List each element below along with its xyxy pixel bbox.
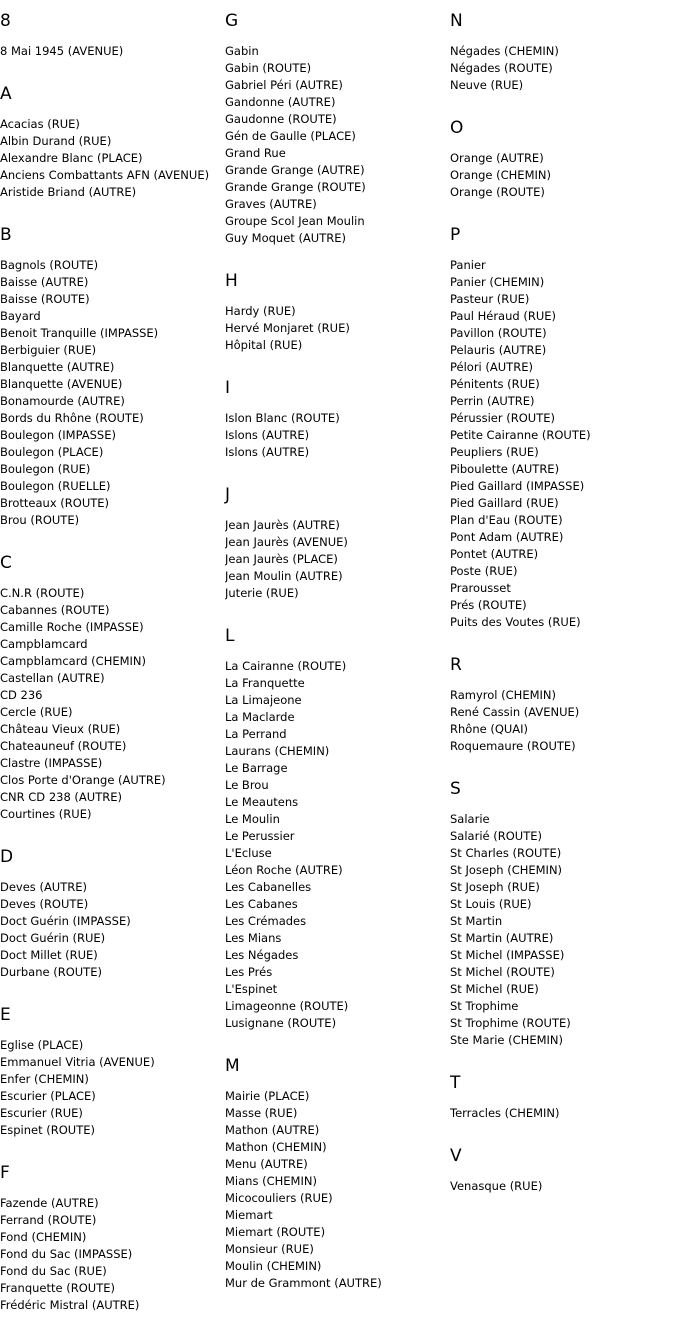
street-item[interactable]: Le Brou <box>225 778 269 792</box>
street-item[interactable]: Baisse (ROUTE) <box>0 292 90 306</box>
street-item[interactable]: Groupe Scol Jean Moulin <box>225 214 365 228</box>
street-item[interactable]: Gabin <box>225 44 259 58</box>
street-item[interactable]: Panier <box>450 258 486 272</box>
street-item[interactable]: La Cairanne (ROUTE) <box>225 659 347 673</box>
street-item[interactable]: Petite Cairanne (ROUTE) <box>450 428 591 442</box>
letter-heading: P <box>450 225 461 245</box>
letter-heading: V <box>450 1146 462 1166</box>
street-list <box>0 43 222 60</box>
street-item[interactable]: Mur de Grammont (AUTRE) <box>225 1276 382 1290</box>
street-item[interactable]: St Michel (ROUTE) <box>450 965 555 979</box>
letter-section <box>225 10 447 247</box>
column-2 <box>225 10 447 1315</box>
street-item[interactable]: Bayard <box>0 309 41 323</box>
street-item[interactable]: Léon Roche (AUTRE) <box>225 863 343 877</box>
street-item[interactable]: Limageonne (ROUTE) <box>225 999 349 1013</box>
street-item[interactable]: St Joseph (CHEMIN) <box>450 863 563 877</box>
letter-section <box>450 778 672 1049</box>
letter-heading: A <box>0 84 12 104</box>
street-item[interactable]: Lusignane (ROUTE) <box>225 1016 337 1030</box>
street-item[interactable]: Doct Millet (RUE) <box>0 948 98 962</box>
letter-heading: I <box>225 378 231 398</box>
street-item[interactable]: Le Moulin <box>225 812 280 826</box>
street-item[interactable]: Fond du Sac (RUE) <box>0 1264 107 1278</box>
street-item[interactable]: La Franquette <box>225 676 305 690</box>
street-item[interactable]: Escurier (RUE) <box>0 1106 83 1120</box>
street-item[interactable]: St Michel (RUE) <box>450 982 539 996</box>
street-item[interactable]: Pélori (AUTRE) <box>450 360 533 374</box>
street-item[interactable]: Miemart (ROUTE) <box>225 1225 326 1239</box>
street-item[interactable]: Orange (CHEMIN) <box>450 168 551 182</box>
street-item[interactable]: Camille Roche (IMPASSE) <box>0 620 144 634</box>
street-list <box>225 303 447 354</box>
street-list <box>225 410 447 461</box>
street-item[interactable]: C.N.R (ROUTE) <box>0 586 85 600</box>
street-item[interactable]: Albin Durand (RUE) <box>0 134 112 148</box>
street-item[interactable]: Berbiguier (RUE) <box>0 343 97 357</box>
street-list <box>0 257 222 529</box>
street-item[interactable]: Panier (CHEMIN) <box>450 275 545 289</box>
street-list <box>450 150 672 201</box>
street-item[interactable]: Menu (AUTRE) <box>225 1157 308 1171</box>
street-item[interactable]: Bords du Rhône (ROUTE) <box>0 411 144 425</box>
letter-section <box>450 224 672 631</box>
street-item[interactable]: St Charles (ROUTE) <box>450 846 562 860</box>
street-item[interactable]: Prés (ROUTE) <box>450 598 527 612</box>
street-item[interactable]: Moulin (CHEMIN) <box>225 1259 322 1273</box>
street-item[interactable]: St Trophime <box>450 999 519 1013</box>
letter-section <box>450 654 672 755</box>
letter-heading: C <box>0 553 12 573</box>
street-item[interactable]: Laurans (CHEMIN) <box>225 744 330 758</box>
letter-section <box>0 1004 222 1139</box>
street-item[interactable]: Pasteur (RUE) <box>450 292 530 306</box>
street-item[interactable]: Puits des Voutes (RUE) <box>450 615 581 629</box>
letter-heading: N <box>450 11 463 31</box>
street-item[interactable]: Fazende (AUTRE) <box>0 1196 99 1210</box>
street-item[interactable]: Boulegon (PLACE) <box>0 445 104 459</box>
street-item[interactable]: St Joseph (RUE) <box>450 880 540 894</box>
street-item[interactable]: Graves (AUTRE) <box>225 197 317 211</box>
letter-section <box>225 377 447 461</box>
street-item[interactable]: Négades (CHEMIN) <box>450 44 559 58</box>
street-item[interactable]: Terracles (CHEMIN) <box>450 1106 560 1120</box>
column-1 <box>0 10 222 1337</box>
street-item[interactable]: Le Perussier <box>225 829 295 843</box>
street-item[interactable]: Campblamcard (CHEMIN) <box>0 654 147 668</box>
street-item[interactable]: Pelauris (AUTRE) <box>450 343 547 357</box>
street-item[interactable]: Grande Grange (ROUTE) <box>225 180 366 194</box>
street-list <box>450 43 672 94</box>
street-item[interactable]: René Cassin (AVENUE) <box>450 705 580 719</box>
street-item[interactable]: Boulegon (RUE) <box>0 462 91 476</box>
street-item[interactable]: Salarié (ROUTE) <box>450 829 542 843</box>
street-list <box>450 811 672 1049</box>
street-item[interactable]: Le Meautens <box>225 795 299 809</box>
street-item[interactable]: Castellan (AUTRE) <box>0 671 105 685</box>
letter-section <box>0 846 222 981</box>
letter-heading: T <box>450 1073 461 1093</box>
letter-heading: 8 <box>0 11 11 31</box>
street-list <box>450 1105 672 1122</box>
street-item[interactable]: Poste (RUE) <box>450 564 518 578</box>
street-item[interactable]: Plan d'Eau (ROUTE) <box>450 513 563 527</box>
street-item[interactable]: Rhône (QUAI) <box>450 722 529 736</box>
letter-section <box>0 83 222 201</box>
street-item[interactable]: Franquette (ROUTE) <box>0 1281 115 1295</box>
street-item[interactable]: Jean Jaurès (AUTRE) <box>225 518 340 532</box>
street-item[interactable]: Mians (CHEMIN) <box>225 1174 317 1188</box>
street-item[interactable]: Chateauneuf (ROUTE) <box>0 739 127 753</box>
street-list <box>450 687 672 755</box>
street-list <box>0 879 222 981</box>
letter-heading: G <box>225 11 239 31</box>
street-item[interactable]: Les Négades <box>225 948 299 962</box>
street-item[interactable]: Les Mians <box>225 931 282 945</box>
letter-heading: R <box>450 655 462 675</box>
letter-heading: J <box>225 485 231 505</box>
street-item[interactable]: Paul Héraud (RUE) <box>450 309 556 323</box>
letter-heading: B <box>0 225 12 245</box>
street-item[interactable]: St Michel (IMPASSE) <box>450 948 565 962</box>
street-item[interactable]: Micocouliers (RUE) <box>225 1191 333 1205</box>
street-item[interactable]: Hôpital (RUE) <box>225 338 303 352</box>
street-list <box>450 1178 672 1195</box>
street-item[interactable]: Aristide Briand (AUTRE) <box>0 185 137 199</box>
street-item[interactable]: Deves (AUTRE) <box>0 880 87 894</box>
letter-section <box>0 552 222 823</box>
letter-heading: F <box>0 1163 10 1183</box>
street-item[interactable]: Blanquette (AVENUE) <box>0 377 123 391</box>
street-item[interactable]: Orange (ROUTE) <box>450 185 545 199</box>
letter-section <box>450 1072 672 1122</box>
street-item[interactable]: La Perrand <box>225 727 287 741</box>
street-item[interactable]: Pied Gaillard (IMPASSE) <box>450 479 585 493</box>
street-item[interactable]: Perrin (AUTRE) <box>450 394 535 408</box>
letter-heading: S <box>450 779 461 799</box>
street-item[interactable]: CNR CD 238 (AUTRE) <box>0 790 122 804</box>
letter-section <box>450 117 672 201</box>
street-item[interactable]: Brou (ROUTE) <box>0 513 80 527</box>
street-item[interactable]: Négades (ROUTE) <box>450 61 553 75</box>
street-item[interactable]: Fond (CHEMIN) <box>0 1230 87 1244</box>
street-item[interactable]: Acacias (RUE) <box>0 117 80 131</box>
street-item[interactable]: Les Cabanes <box>225 897 298 911</box>
street-item[interactable]: Jean Jaurès (PLACE) <box>225 552 338 566</box>
street-item[interactable]: Boulegon (RUELLE) <box>0 479 111 493</box>
street-item[interactable]: Campblamcard <box>0 637 88 651</box>
street-list <box>225 658 447 1032</box>
street-item[interactable]: Eglise (PLACE) <box>0 1038 84 1052</box>
street-item[interactable]: Anciens Combattants AFN (AVENUE) <box>0 168 210 182</box>
street-item[interactable]: Durbane (ROUTE) <box>0 965 102 979</box>
street-item[interactable]: Alexandre Blanc (PLACE) <box>0 151 143 165</box>
letter-heading: O <box>450 118 464 138</box>
street-item[interactable]: Ferrand (ROUTE) <box>0 1213 97 1227</box>
street-item[interactable]: L'Espinet <box>225 982 278 996</box>
street-item[interactable]: Doct Guérin (IMPASSE) <box>0 914 131 928</box>
street-item[interactable]: Jean Moulin (AUTRE) <box>225 569 343 583</box>
letter-section <box>0 1162 222 1314</box>
street-item[interactable]: Frédéric Mistral (AUTRE) <box>0 1298 140 1312</box>
street-item[interactable]: Mathon (AUTRE) <box>225 1123 320 1137</box>
street-item[interactable]: Islon Blanc (ROUTE) <box>225 411 340 425</box>
street-item[interactable]: Pérussier (ROUTE) <box>450 411 555 425</box>
street-item[interactable]: Miemart <box>225 1208 273 1222</box>
street-item[interactable]: Enfer (CHEMIN) <box>0 1072 89 1086</box>
street-item[interactable]: Gaudonne (ROUTE) <box>225 112 337 126</box>
letter-section <box>225 625 447 1032</box>
street-list <box>0 585 222 823</box>
street-item[interactable]: Mathon (CHEMIN) <box>225 1140 327 1154</box>
street-list <box>225 517 447 602</box>
street-item[interactable]: St Trophime (ROUTE) <box>450 1016 571 1030</box>
letter-heading: M <box>225 1056 240 1076</box>
street-item[interactable]: Courtines (RUE) <box>0 807 92 821</box>
street-item[interactable]: Espinet (ROUTE) <box>0 1123 96 1137</box>
street-item[interactable]: Boulegon (IMPASSE) <box>0 428 116 442</box>
street-item[interactable]: Les Prés <box>225 965 273 979</box>
street-list <box>0 1037 222 1139</box>
street-item[interactable]: Château Vieux (RUE) <box>0 722 121 736</box>
street-item[interactable]: Pénitents (RUE) <box>450 377 540 391</box>
street-item[interactable]: La Limajeone <box>225 693 302 707</box>
street-item[interactable]: Clos Porte d'Orange (AUTRE) <box>0 773 166 787</box>
street-item[interactable]: Prarousset <box>450 581 511 595</box>
street-item[interactable]: Ramyrol (CHEMIN) <box>450 688 556 702</box>
street-item[interactable]: Mairie (PLACE) <box>225 1089 310 1103</box>
street-item[interactable]: 8 Mai 1945 (AVENUE) <box>0 44 124 58</box>
street-item[interactable]: Pont Adam (AUTRE) <box>450 530 564 544</box>
street-item[interactable]: Les Cabanelles <box>225 880 312 894</box>
street-item[interactable]: Orange (AUTRE) <box>450 151 544 165</box>
street-item[interactable]: Brotteaux (ROUTE) <box>0 496 110 510</box>
street-item[interactable]: Emmanuel Vitria (AVENUE) <box>0 1055 155 1069</box>
street-item[interactable]: Piboulette (AUTRE) <box>450 462 560 476</box>
street-list <box>225 43 447 247</box>
street-item[interactable]: La Maclarde <box>225 710 295 724</box>
letter-section <box>225 1055 447 1292</box>
street-item[interactable]: Pavillon (ROUTE) <box>450 326 547 340</box>
street-list <box>0 1195 222 1314</box>
letter-section <box>0 10 222 60</box>
street-item[interactable]: Pontet (AUTRE) <box>450 547 539 561</box>
street-item[interactable]: Neuve (RUE) <box>450 78 524 92</box>
street-item[interactable]: Grand Rue <box>225 146 286 160</box>
street-item[interactable]: Pied Gaillard (RUE) <box>450 496 559 510</box>
letter-heading: E <box>0 1005 11 1025</box>
letter-heading: L <box>225 626 235 646</box>
column-3 <box>450 10 672 1218</box>
street-item[interactable]: Cabannes (ROUTE) <box>0 603 110 617</box>
street-item[interactable]: Gabriel Péri (AUTRE) <box>225 78 343 92</box>
street-item[interactable]: Clastre (IMPASSE) <box>0 756 103 770</box>
letter-section <box>450 10 672 94</box>
street-item[interactable]: Masse (RUE) <box>225 1106 298 1120</box>
letter-section <box>0 224 222 529</box>
street-item[interactable]: Les Crémades <box>225 914 307 928</box>
street-item[interactable]: St Louis (RUE) <box>450 897 532 911</box>
letter-section <box>225 270 447 354</box>
street-item[interactable]: Hervé Monjaret (RUE) <box>225 321 350 335</box>
street-item[interactable]: St Martin (AUTRE) <box>450 931 554 945</box>
street-item[interactable]: Monsieur (RUE) <box>225 1242 314 1256</box>
street-item[interactable]: Jean Jaurès (AVENUE) <box>225 535 348 549</box>
street-item[interactable]: Gabin (ROUTE) <box>225 61 312 75</box>
street-item[interactable]: Roquemaure (ROUTE) <box>450 739 576 753</box>
street-item[interactable]: Deves (ROUTE) <box>0 897 89 911</box>
street-list <box>225 1088 447 1292</box>
street-item[interactable]: Gandonne (AUTRE) <box>225 95 336 109</box>
street-item[interactable]: Blanquette (AUTRE) <box>0 360 115 374</box>
street-item[interactable]: Fond du Sac (IMPASSE) <box>0 1247 133 1261</box>
street-item[interactable]: Bagnols (ROUTE) <box>0 258 99 272</box>
street-item[interactable]: CD 236 <box>0 688 43 702</box>
street-item[interactable]: Benoit Tranquille (IMPASSE) <box>0 326 159 340</box>
street-item[interactable]: Doct Guérin (RUE) <box>0 931 106 945</box>
street-item[interactable]: Islons (AUTRE) <box>225 428 310 442</box>
street-item[interactable]: Bonamourde (AUTRE) <box>0 394 125 408</box>
street-item[interactable]: Baisse (AUTRE) <box>0 275 89 289</box>
street-item[interactable]: Juterie (RUE) <box>225 586 299 600</box>
street-item[interactable]: Peupliers (RUE) <box>450 445 539 459</box>
street-item[interactable]: Ste Marie (CHEMIN) <box>450 1033 563 1047</box>
street-list <box>450 257 672 631</box>
street-item[interactable]: Cercle (RUE) <box>0 705 73 719</box>
street-item[interactable]: Islons (AUTRE) <box>225 445 310 459</box>
street-item[interactable]: L'Ecluse <box>225 846 272 860</box>
letter-section <box>450 1145 672 1195</box>
street-item[interactable]: Venasque (RUE) <box>450 1179 543 1193</box>
street-item[interactable]: Gén de Gaulle (PLACE) <box>225 129 356 143</box>
street-item[interactable]: Guy Moquet (AUTRE) <box>225 231 346 245</box>
street-item[interactable]: Hardy (RUE) <box>225 304 296 318</box>
letter-heading: D <box>0 847 14 867</box>
letter-section <box>225 484 447 602</box>
street-item[interactable]: Escurier (PLACE) <box>0 1089 96 1103</box>
street-item[interactable]: Grande Grange (AUTRE) <box>225 163 365 177</box>
street-item[interactable]: St Martin <box>450 914 503 928</box>
street-list <box>0 116 222 201</box>
street-item[interactable]: Le Barrage <box>225 761 288 775</box>
letter-heading: H <box>225 271 238 291</box>
street-item[interactable]: Salarie <box>450 812 490 826</box>
